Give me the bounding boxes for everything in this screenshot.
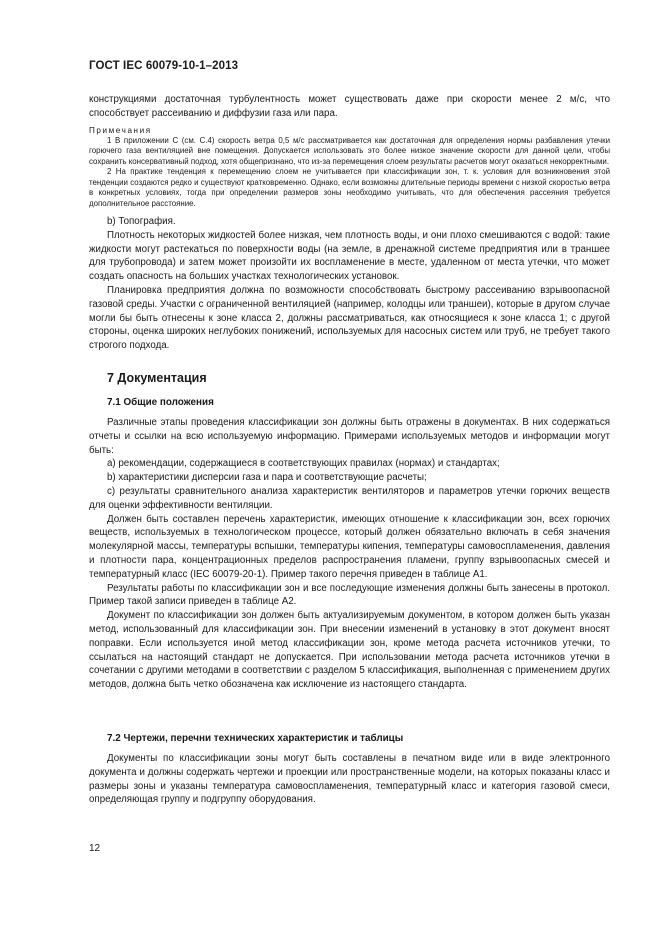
section-7-2-heading: 7.2 Чертежи, перечни технических характеристик и таблицы <box>107 733 404 744</box>
paragraph-topography-2: Планировка предприятия должна по возможности способствовать быстрому рассеиванию взрывоопасной газовой среды. Участки с ограниченной вентиляцией (например, колодцы или траншеи), которые в другом случае могли бы быть отнесены к зоне класса 2, должны рассматриваться, как относящиеся к зоне класса 1; с другой стороны, оценка широких неглубоких понижений, используемых для насосных систем или труб, не требует такого строгого подхода. <box>89 285 610 352</box>
item-b-topography: b) Топография. <box>107 216 176 228</box>
paragraph-7-1-1: Различные этапы проведения классификации зон должны быть отражены в документах. В них содержаться отчеты и ссылки на всю используемую информацию. Примерами используемых методов и информации могут быть: <box>89 417 610 456</box>
note-2: 2 На практике тенденция к перемещению слоем не учитывается при классификации зон, т. к. условия для возникновения этой тенденции создаются редко и существуют кратковременно. Однако, если возможны длительные периоды времени с низкой скоростью ветра в конкретных условиях, тогда при определении размеров зоны необходимо учитывать, что для обеспечения рассеяния требуется дополнительное расстояние. <box>89 167 610 208</box>
note-1: 1 В приложении С (см. С.4) скорость ветра 0,5 м/с рассматривается как достаточная для определения нормы разбавления утечки горючего газа вентиляцией вне помещения. Допускается использовать это более низкое значение скорости для данной цели, чтобы сохранить консервативный подход, хотя общепризнано, что из-за перемещения слоем результаты расчетов могут оказаться некорректными. <box>89 135 610 166</box>
list-item-b: b) характеристики дисперсии газа и пара и соответствующие расчеты; <box>107 472 427 484</box>
paragraph-continuation: конструкциями достаточная турбулентность может существовать даже при скорости менее 2 м/с, что способствует рассеиванию и диффузии газа или пара. <box>89 94 610 119</box>
paragraph-7-2-1: Документы по классификации зоны могут быть составлены в печатном виде или в виде электронного документа и должны содержать чертежи и проекции или пространственные модели, на которых показаны класс и размеры зоны и указаны температура самовоспламенения, температурный класс и категория газовой смеси, определяющая группу и подгруппу оборудования. <box>89 753 610 806</box>
section-7-heading: 7 Документация <box>107 371 207 386</box>
list-item-a: а) рекомендации, содержащиеся в соответствующих правилах (нормах) и стандартах; <box>107 458 500 470</box>
section-7-1-heading: 7.1 Общие положения <box>107 397 214 409</box>
page-header: ГОСТ IEC 60079-10-1–2013 <box>89 60 239 72</box>
paragraph-7-1-2: Должен быть составлен перечень характеристик, имеющих отношение к классификации зон, всех горючих веществ, используемых в технологическом процессе, который должен обязательно включать в себя значения молекулярной массы, температуры вспышки, температуры кипения, температуры самовоспламенения, давления и плотности пара, концентрационных пределов распространения пламени, группу взрывоопасных смесей и температурный класс (IEC 60079-20-1). Пример такого перечня приведен в таблице А1. <box>89 513 610 580</box>
paragraph-topography-1: Плотность некоторых жидкостей более низкая, чем плотность воды, и они плохо смешиваются с водой: такие жидкости могут растекаться по поверхности воды (на земле, в дренажной системе предприятия или в траншее для трубопровода) и затем может произойти их воспламенение в месте, удаленном от места утечки, что может создать опасность на больших участках технологических установок. <box>89 229 610 283</box>
notes-title: Примечания <box>89 125 152 135</box>
paragraph-7-1-3: Результаты работы по классификации зон и все последующие изменения должны быть занесены в протокол. Пример такой записи приведен в таблице А2. <box>89 582 610 608</box>
list-item-c: с) результаты сравнительного анализа характеристик вентиляторов и параметров утечки горючих веществ для оценки эффективности вентиляции. <box>89 486 610 511</box>
page-body <box>89 93 610 807</box>
paragraph-7-1-4: Документ по классификации зон должен быть актуализируемым документом, в котором должен быть указан метод, использованный для классификации зон. При внесении изменений в установку в этот документ вносят поправки. Если используется иной метод классификации зон, кроме метода расчета источников утечки, то ссылаться на настоящий стандарт не допускается. При использовании метода расчета источников утечки в сочетании с другими методами в соответствии с разделом 5 классификация, выполненная с применением других методов, должна быть четко обозначена как исключение из настоящего стандарта. <box>89 610 610 691</box>
page-number: 12 <box>89 843 101 854</box>
